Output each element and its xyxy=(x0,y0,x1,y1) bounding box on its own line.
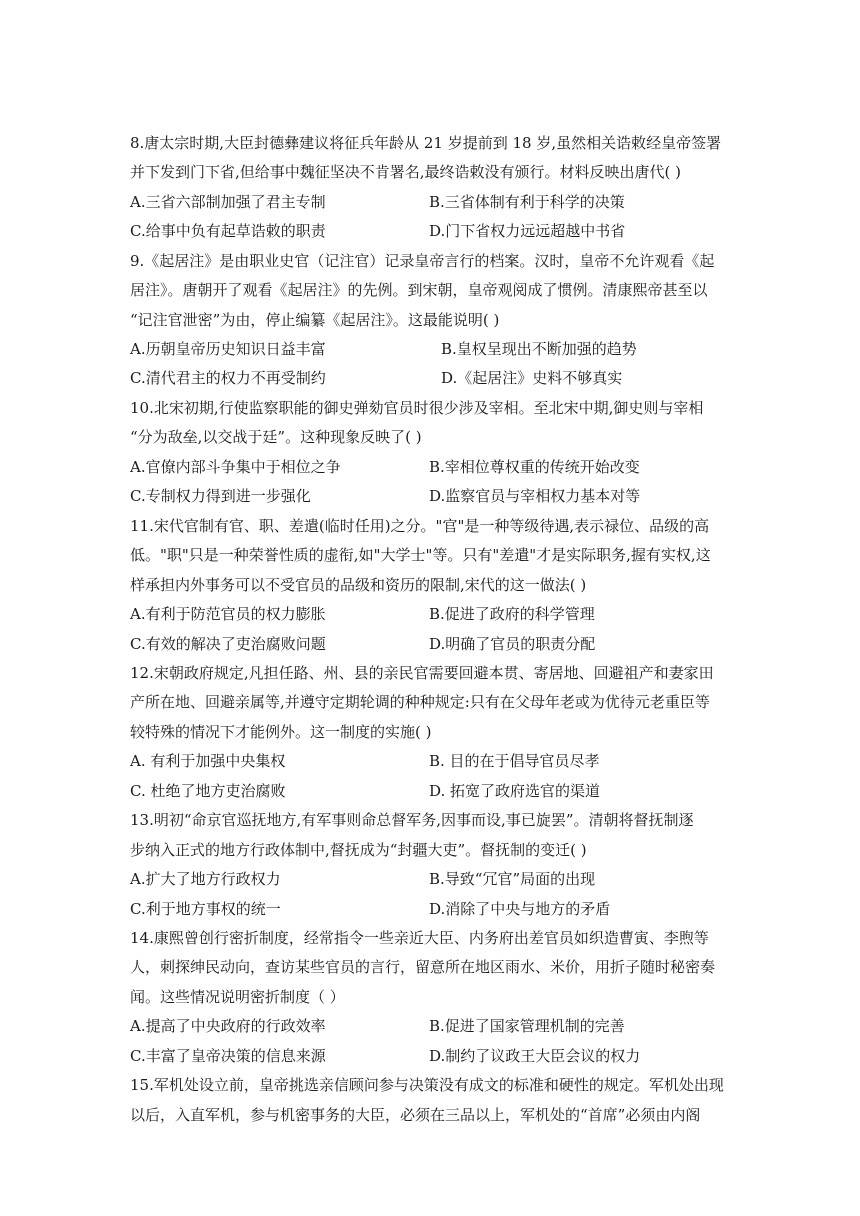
question-13-option-b: B.导致“冗官”局面的出现 xyxy=(429,870,596,888)
question-9-stem-line-1: 9.《起居注》是由职业史官（记注官）记录皇帝言行的档案。汉时，皇帝不允许观看《起 xyxy=(130,252,715,270)
question-9-option-a: A.历朝皇帝历史知识日益丰富 xyxy=(130,340,326,358)
question-10-option-b: B.宰相位尊权重的传统开始改变 xyxy=(429,458,640,476)
question-14-option-c: C.丰富了皇帝决策的信息来源 xyxy=(130,1047,326,1065)
question-12-option-c: C. 杜绝了地方吏治腐败 xyxy=(130,782,286,800)
question-8-option-c: C.给事中负有起草诰敕的职责 xyxy=(130,222,326,240)
question-13-stem-line-1: 13.明初“命京官巡抚地方,有军事则命总督军务,因事而设,事已旋罢”。清朝将督抚制逐 xyxy=(130,811,694,829)
question-11-stem-line-3: 样承担内外事务可以不受官员的品级和资历的限制,宋代的这一做法( ) xyxy=(130,576,587,594)
question-8-option-a: A.三省六部制加强了君主专制 xyxy=(130,193,326,211)
question-10-option-a: A.官僚内部斗争集中于相位之争 xyxy=(130,458,341,476)
question-10-stem-line-1: 10.北宋初期,行使监察职能的御史弹劾官员时很少涉及宰相。至北宋中期,御史则与宰相 xyxy=(130,399,704,417)
question-11-stem-line-1: 11.宋代官制有官、职、差遣(临时任用)之分。"官"是一种等级待遇,表示禄位、品级的高 xyxy=(130,517,710,535)
question-13-option-d: D.消除了中央与地方的矛盾 xyxy=(429,900,611,918)
question-13-option-c: C.利于地方事权的统一 xyxy=(130,900,281,918)
question-14-option-a: A.提高了中央政府的行政效率 xyxy=(130,1017,326,1035)
question-9-option-d: D.《起居注》史料不够真实 xyxy=(441,369,623,387)
question-15-stem-line-1: 15.军机处设立前，皇帝挑选亲信顾问参与决策没有成文的标准和硬性的规定。军机处出现 xyxy=(130,1076,724,1094)
question-11-option-d: D.明确了官员的职责分配 xyxy=(429,635,596,653)
question-12-option-b: B. 目的在于倡导官员尽孝 xyxy=(429,752,600,770)
question-8-stem-line-1: 8.唐太宗时期,大臣封德彝建议将征兵年龄从 21 岁提前到 18 岁,虽然相关诰敕经皇帝签署 xyxy=(130,134,722,152)
question-14-stem-line-3: 闻。这些情况说明密折制度（ ） xyxy=(130,988,345,1006)
question-12-option-a: A. 有利于加强中央集权 xyxy=(130,752,286,770)
question-14-stem-line-2: 人，刺探绅民动向，查访某些官员的言行，留意所在地区雨水、米价，用折子随时秘密奏 xyxy=(130,958,716,976)
question-15-stem-line-2: 以后，入直军机，参与机密事务的大臣，必须在三品以上，军机处的“首席”必须由内阁 xyxy=(130,1106,701,1124)
question-8-option-d: D.门下省权力远远超越中书省 xyxy=(429,222,626,240)
question-12-option-d: D. 拓宽了政府选官的渠道 xyxy=(429,782,601,800)
question-10-stem-line-2: “分为敌垒,以交战于廷”。这种现象反映了( ) xyxy=(130,428,422,446)
question-11-stem-line-2: 低。"职"只是一种荣誉性质的虚衔,如"大学士"等。只有"差遣"才是实际职务,握有实权,这 xyxy=(130,546,711,564)
question-12-stem-line-3: 较特殊的情况下才能例外。这一制度的实施( ) xyxy=(130,723,432,741)
question-13-option-a: A.扩大了地方行政权力 xyxy=(130,870,281,888)
question-14-option-b: B.促进了国家管理机制的完善 xyxy=(429,1017,625,1035)
question-9-stem-line-2: 居注》。唐朝开了观看《起居注》的先例。到宋朝，皇帝观阅成了惯例。清康熙帝甚至以 xyxy=(130,281,708,299)
question-8-option-b: B.三省体制有利于科学的决策 xyxy=(429,193,625,211)
question-8-stem-line-2: 并下发到门下省,但给事中魏征坚决不肯署名,最终诰敕没有颁行。材料反映出唐代( ) xyxy=(130,163,682,181)
question-9-option-c: C.清代君主的权力不再受制约 xyxy=(130,369,326,387)
question-12-stem-line-1: 12.宋朝政府规定,凡担任路、州、县的亲民官需要回避本贯、寄居地、回避祖产和妻家田 xyxy=(130,664,714,682)
question-11-option-c: C.有效的解决了吏治腐败问题 xyxy=(130,635,326,653)
question-10-option-c: C.专制权力得到进一步强化 xyxy=(130,487,311,505)
question-14-option-d: D.制约了议政王大臣会议的权力 xyxy=(429,1047,641,1065)
question-11-option-b: B.促进了政府的科学管理 xyxy=(429,605,595,623)
question-9-option-b: B.皇权呈现出不断加强的趋势 xyxy=(441,340,637,358)
question-11-option-a: A.有利于防范官员的权力膨胀 xyxy=(130,605,326,623)
question-13-stem-line-2: 步纳入正式的地方行政体制中,督抚成为“封疆大吏”。督抚制的变迁( ) xyxy=(130,841,587,859)
question-12-stem-line-2: 产所在地、回避亲属等,并遵守定期轮调的种种规定:只有在父母年老或为优待元老重臣等 xyxy=(130,693,710,711)
question-10-option-d: D.监察官员与宰相权力基本对等 xyxy=(429,487,641,505)
question-9-stem-line-3: “记注官泄密”为由，停止编纂《起居注》。这最能说明( ) xyxy=(130,311,500,329)
question-14-stem-line-1: 14.康熙曾创行密折制度，经常指令一些亲近大臣、内务府出差官员如织造曹寅、李煦等 xyxy=(130,929,709,947)
